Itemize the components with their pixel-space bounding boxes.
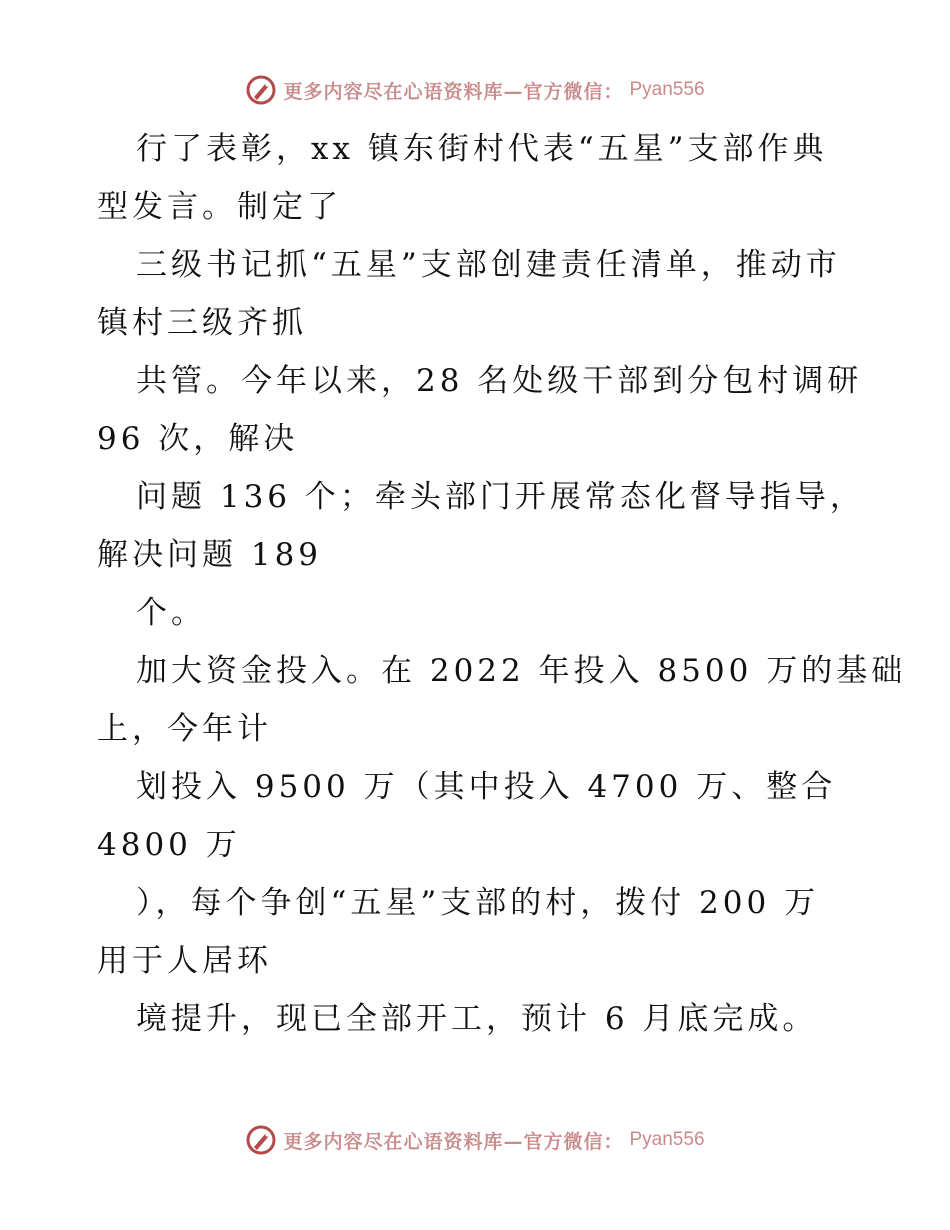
text-line: 三级书记抓“五星”支部创建责任清单，推动市 <box>136 247 841 283</box>
text-line: 镇村三级齐抓 <box>97 305 307 341</box>
text-line: 境提升，现已全部开工，预计 6 月底完成。 <box>136 1001 818 1037</box>
pen-logo-icon <box>245 1124 277 1156</box>
watermark-handle: Pyan556 <box>629 1129 705 1150</box>
text-line: ），每个争创“五星”支部的村，拨付 200 万 <box>136 885 820 921</box>
text-line: 4800 万 <box>97 827 241 863</box>
pen-logo-icon <box>245 74 277 106</box>
header-watermark <box>0 70 950 110</box>
watermark-text: 更多内容尽在心语资料库—官方微信： <box>283 80 624 103</box>
text-line: 问题 136 个；牵头部门开展常态化督导指导， <box>136 479 865 515</box>
text-line: 加大资金投入。在 2022 年投入 8500 万的基础 <box>136 653 907 689</box>
text-line: 解决问题 189 <box>97 537 323 573</box>
text-line: 上，今年计 <box>97 711 272 747</box>
watermark-handle: Pyan556 <box>629 79 705 100</box>
text-line: 型发言。制定了 <box>97 189 342 225</box>
text-line: 个。 <box>136 595 206 631</box>
text-line: 行了表彰，xx 镇东街村代表“五星”支部作典 <box>136 131 828 167</box>
text-line: 划投入 9500 万（其中投入 4700 万、整合 <box>136 769 837 805</box>
text-line: 用于人居环 <box>97 943 272 979</box>
footer-watermark <box>0 1120 950 1160</box>
text-line: 共管。今年以来，28 名处级干部到分包村调研 <box>136 363 863 399</box>
watermark-text: 更多内容尽在心语资料库—官方微信： <box>283 1130 624 1153</box>
text-line: 96 次，解决 <box>97 421 299 457</box>
